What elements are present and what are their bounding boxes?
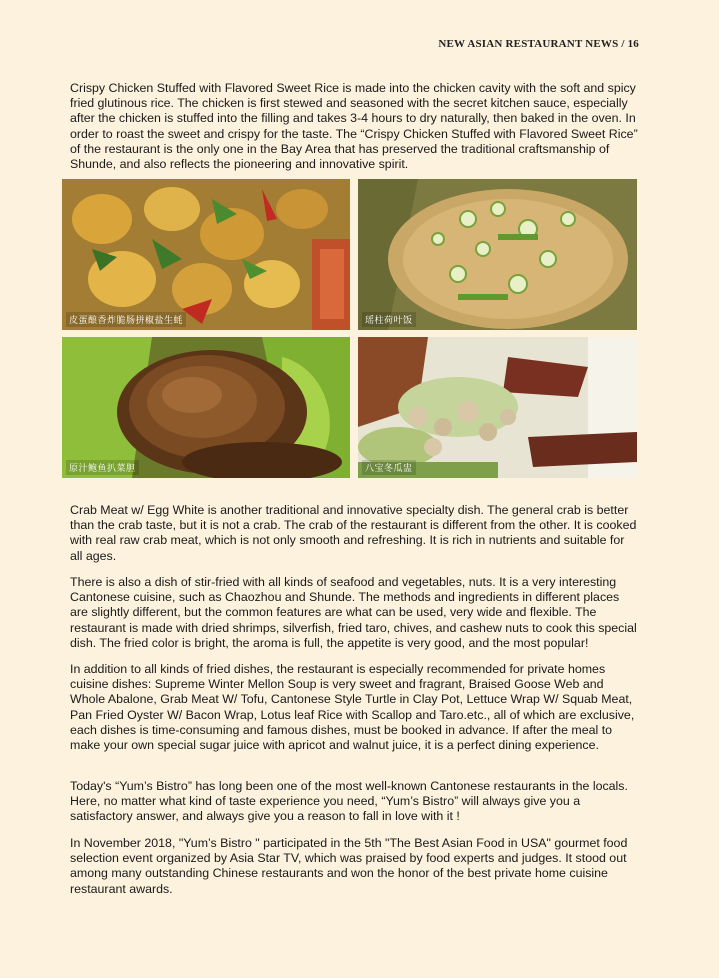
caption-winter-melon: 八宝冬瓜盅 xyxy=(362,460,416,475)
photo-winter-melon xyxy=(358,337,637,478)
caption-abalone: 原汁鲍鱼扒菜胆 xyxy=(66,460,139,475)
photo-fried-platter xyxy=(62,179,350,330)
caption-fried-platter: 皮蛋酿香炸脆肠拼椒盐生蚝 xyxy=(66,312,186,327)
photo-abalone xyxy=(62,337,350,478)
paragraph-private-cuisine: In addition to all kinds of fried dishes, the restaurant is especially recommended for private homes cuisine dishes: Supreme Winter Mellon Soup is very sweet and fragrant, Braised Goose Web and Whole Abalone, Grab Meat W/ Tofu, Cantonese Style Turtle in Clay Pot, Lettuce Wrap W/ Squab Meat, Pan Fried Oyster W/ Bacon Wrap, Lotus leaf Rice with Scallop and Taro.etc., all of which are exclusive, each dishes is time-consuming and famous dishes, must be booked in advance. If after the meal to make your own special sugar juice with apricot and walnut juice, it is a perfect dining experience. xyxy=(70,662,635,753)
abalone-image xyxy=(62,337,350,478)
photo-lotus-leaf-rice xyxy=(358,179,637,330)
paragraph-crab-meat: Crab Meat w/ Egg White is another traditional and innovative specialty dish. The general crab is better than the crab taste, but it is not a crab. The crab of the restaurant is different from the other. It is cooked with real raw crab meat, which is not only smooth and refreshing. It is rich in nutrients and suitable for all ages. xyxy=(70,503,637,563)
paragraph-crispy-chicken: Crispy Chicken Stuffed with Flavored Sweet Rice is made into the chicken cavity with the soft and spicy fried glutinous rice. The chicken is first stewed and seasoned with the secret kitchen sauce, especially after the chicken is stuffed into the filling and takes 3-4 hours to dry naturally, then baked in the oven. In order to roast the sweet and crispy for the taste. The “Crispy Chicken Stuffed with Flavored Sweet Rice” of the restaurant is the only one in the Bay Area that has preserved the traditional craftsmanship of Shunde, and also reflects the pioneering and innovative spirit. xyxy=(70,81,638,172)
paragraph-award: In November 2018, "Yum’s Bistro " participated in the 5th "The Best Asian Food in USA" gourmet food selection event organized by Asia Star TV, which was praised by food experts and judges. It stood out among many outstanding Chinese restaurants and won the honor of the best private home cuisine restaurant awards. xyxy=(70,836,628,896)
winter-melon-image xyxy=(358,337,637,478)
paragraph-stir-fried: There is also a dish of stir-fried with all kinds of seafood and vegetables, nuts. It is a very interesting Cantonese cuisine, such as Chaozhou and Shunde. The methods and ingredients in different places are slightly different, but the common features are what can be used, very wide and flexible. The restaurant is made with dried shrimps, silverfish, fried taro, chives, and cashew nuts to cook this special dish. The fried color is bright, the aroma is full, the appetite is very good, and the most popular! xyxy=(70,575,637,650)
caption-lotus-leaf-rice: 瑶柱荷叶饭 xyxy=(362,312,416,327)
paragraph-yums-bistro: Today's “Yum’s Bistro” has long been one of the most well-known Cantonese restaurants in the locals. Here, no matter what kind of taste experience you need, “Yum’s Bistro” will always give you a satisfactory answer, and always give you a reason to fall in love with it ! xyxy=(70,779,628,824)
lotus-leaf-rice-image xyxy=(358,179,637,330)
fried-platter-image xyxy=(62,179,350,330)
running-head: NEW ASIAN RESTAURANT NEWS / 16 xyxy=(438,38,639,50)
